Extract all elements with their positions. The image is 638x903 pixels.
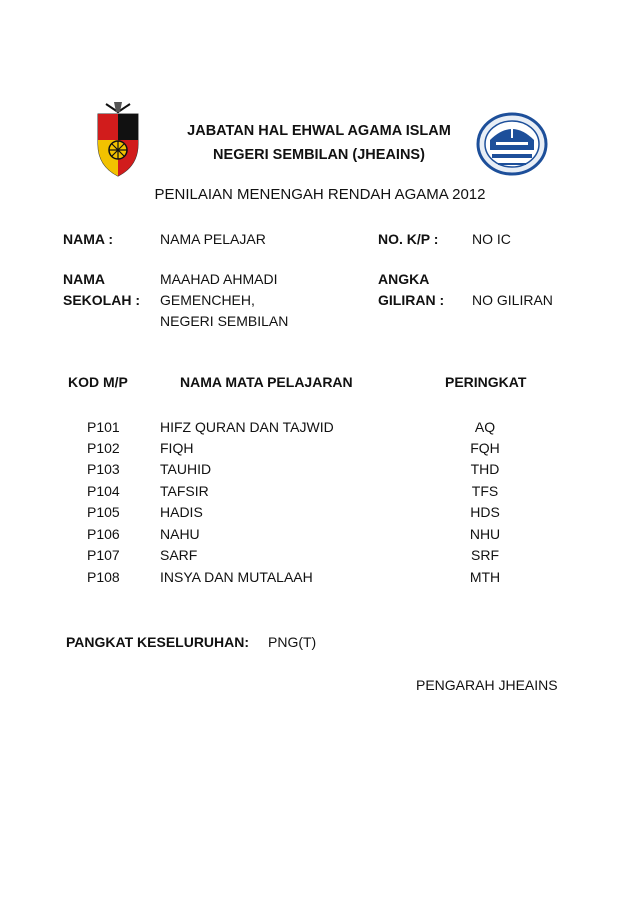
school-value-line1: MAAHAD AHMADI xyxy=(160,271,278,287)
subject-code: P107 xyxy=(87,547,120,563)
subject-code: P108 xyxy=(87,569,120,585)
subject-code: P106 xyxy=(87,526,120,542)
subject-grade: MTH xyxy=(469,569,501,585)
subject-code: P102 xyxy=(87,440,120,456)
subject-code: P104 xyxy=(87,483,120,499)
org-name-line1: JABATAN HAL EHWAL AGAMA ISLAM xyxy=(187,123,451,139)
subject-name: INSYA DAN MUTALAAH xyxy=(160,569,313,585)
subject-grade: THD xyxy=(470,461,500,477)
subject-name: HADIS xyxy=(160,504,203,520)
ic-value: NO IC xyxy=(472,231,511,247)
subject-name: HIFZ QURAN DAN TAJWID xyxy=(160,419,334,435)
subject-name: SARF xyxy=(160,547,198,563)
school-label-line2: SEKOLAH : xyxy=(63,292,140,308)
school-value-line2: GEMENCHEH, xyxy=(160,292,255,308)
school-label-line1: NAMA xyxy=(63,271,105,287)
header-subject-name: NAMA MATA PELAJARAN xyxy=(180,374,353,390)
subject-grade: AQ xyxy=(474,419,496,435)
overall-grade-value: PNG(T) xyxy=(268,634,317,650)
header-subject-code: KOD M/P xyxy=(68,374,128,390)
subject-name: TAUHID xyxy=(160,461,212,477)
subject-grade: HDS xyxy=(470,504,500,520)
turn-label-line1: ANGKA xyxy=(378,271,430,287)
ic-label: NO. K/P : xyxy=(378,231,439,247)
header-grade: PERINGKAT xyxy=(445,374,527,390)
turn-label-line2: GILIRAN : xyxy=(378,292,445,308)
signature-title: PENGARAH JHEAINS xyxy=(416,677,558,693)
subject-code: P105 xyxy=(87,504,120,520)
overall-grade-label: PANGKAT KESELURUHAN: xyxy=(66,634,250,650)
subject-grade: SRF xyxy=(471,547,499,563)
org-name-line2: NEGERI SEMBILAN (JHEAINS) xyxy=(213,147,425,163)
turn-value: NO GILIRAN xyxy=(472,292,553,308)
jheains-logo xyxy=(476,112,548,176)
subject-grade: TFS xyxy=(471,483,499,499)
subject-code: P101 xyxy=(87,419,120,435)
subject-name: TAFSIR xyxy=(160,483,209,499)
state-crest-logo xyxy=(92,100,144,180)
name-value: NAMA PELAJAR xyxy=(160,231,266,247)
subject-grade: FQH xyxy=(470,440,500,456)
exam-title: PENILAIAN MENENGAH RENDAH AGAMA 2012 xyxy=(154,186,486,203)
subject-code: P103 xyxy=(87,461,120,477)
subject-name: FIQH xyxy=(160,440,194,456)
subject-grade: NHU xyxy=(469,526,501,542)
subject-name: NAHU xyxy=(160,526,200,542)
name-label: NAMA : xyxy=(63,231,114,247)
school-value-line3: NEGERI SEMBILAN xyxy=(160,313,289,329)
